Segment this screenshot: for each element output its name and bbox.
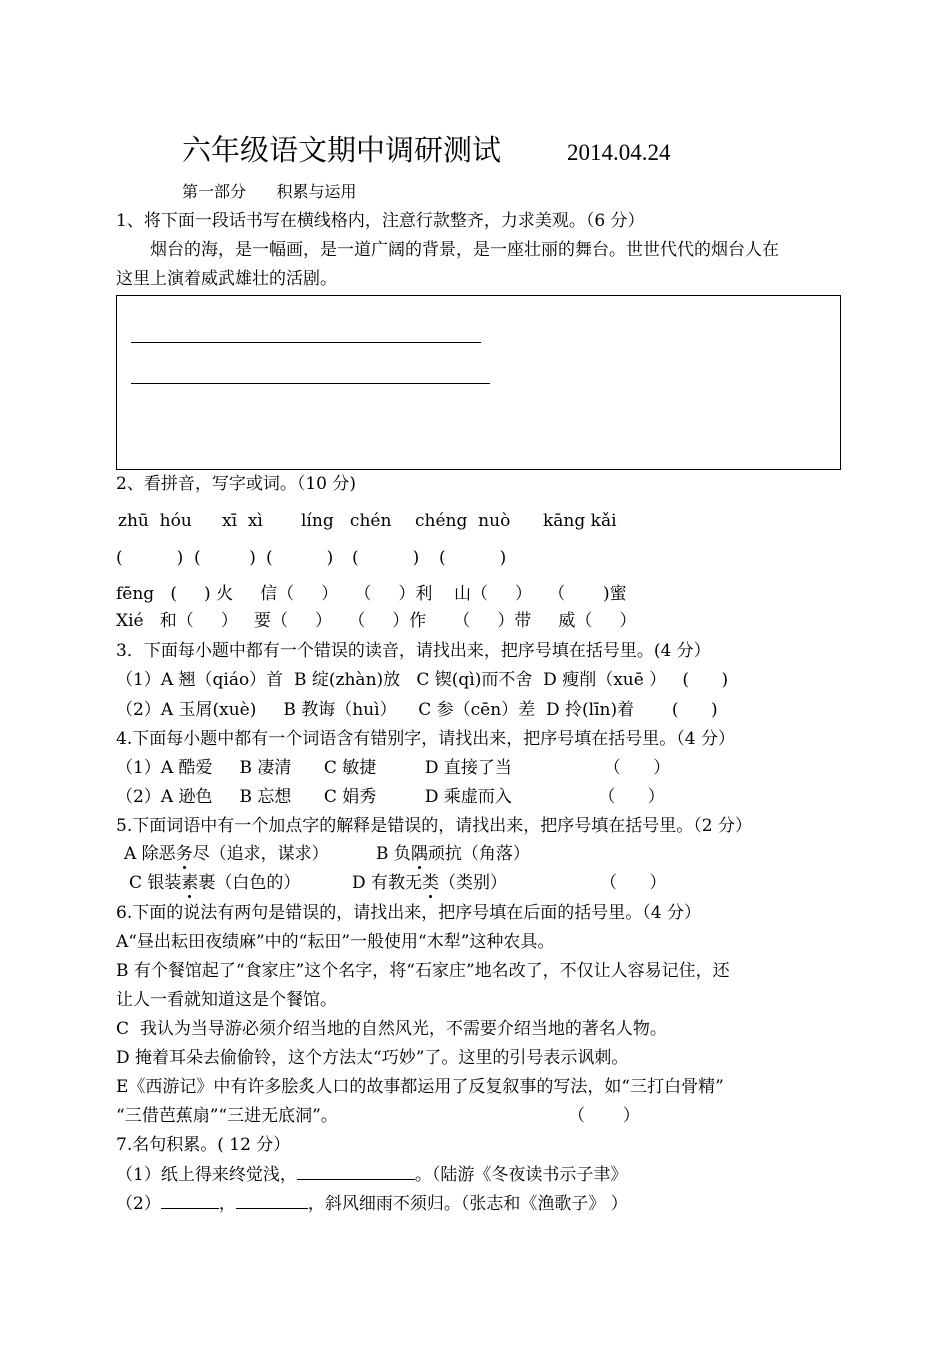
pinyin-3: líng chén [301, 511, 392, 531]
q6-option-c: C 我认为当导游必须介绍当地的自然风光，不需要介绍当地的著名人物。 [116, 1019, 667, 1039]
q7-stem: 7.名句积累。( 12 分） [116, 1135, 291, 1155]
pinyin-5: kāng kǎi [543, 511, 617, 531]
q5-option-a [124, 843, 329, 865]
q5-option-c [129, 872, 300, 894]
answer-bracket-3[interactable]: ( ) [266, 548, 334, 568]
q5-c-post: 裹（白色的） [198, 873, 301, 893]
q3-item-2: （2）A 玉屑(xuè) B 教诲（huì） C 参（cēn）差 D 拎(līn)着 ( ) [116, 700, 718, 720]
answer-bracket-4[interactable]: ( ) [352, 548, 420, 568]
q6-stem: 6.下面的说法有两句是错误的，请找出来，把序号填在后面的括号里。（4 分） [116, 903, 701, 923]
q7-item-1-post: 。（陆游《冬夜读书示子聿》 [414, 1165, 628, 1185]
q1-passage-line-2: 这里上演着威武雄壮的活剧。 [116, 269, 337, 289]
pinyin-2: xī xì [222, 511, 263, 531]
dotted-char-a: 务 [175, 844, 193, 864]
q7-item-1-pre: （1）纸上得来终觉浅， [116, 1165, 297, 1185]
q5-a-post: 尽（追求，谋求） [192, 844, 329, 864]
q6-option-b-line-2: 让人一看就知道这是个餐馆。 [116, 990, 337, 1010]
q5-answer-bracket[interactable]: （ ） [600, 873, 667, 893]
q6-answer-bracket[interactable]: （ ） [568, 1106, 640, 1126]
q5-option-d [352, 872, 507, 894]
q5-b-post: 顽抗（角落） [427, 844, 530, 864]
q2-stem: 2、看拼音，写字或词。（10 分) [116, 474, 356, 494]
q3-item-1: （1）A 翘（qiáo）首 B 绽(zhàn)放 C 锲(qì)而不舍 D 瘦削（xuē ） ( ) [116, 670, 729, 690]
section-heading: 第一部分 积累与运用 [182, 182, 357, 201]
q6-option-d: D 掩着耳朵去偷偷铃，这个方法太“巧妙”了。这里的引号表示讽刺。 [116, 1048, 629, 1068]
pinyin-4: chéng nuò [415, 511, 511, 531]
pinyin-1: zhū hóu [118, 511, 192, 531]
q1-stem: 1、将下面一段话书写在横线格内，注意行款整齐，力求美观。（6 分） [116, 211, 645, 231]
answer-bracket-2[interactable]: ( ) [194, 548, 256, 568]
q7-item-2-post: ，斜风细雨不须归。（张志和《渔歌子》 ） [307, 1194, 628, 1214]
q7-item-2 [116, 1192, 628, 1215]
q5-c-pre: C 银装 [129, 873, 182, 893]
writing-line-1[interactable] [131, 342, 481, 343]
q4-stem: 4.下面每小题中都有一个词语含有错别字，请找出来，把序号填在括号里。（4 分） [116, 729, 735, 749]
fill-blank-2[interactable] [161, 1192, 219, 1209]
q6-option-e-line-1: E《西游记》中有许多脍炙人口的故事都运用了反复叙事的写法，如“三打白骨精” [116, 1077, 724, 1097]
q1-passage-line-1: 烟台的海，是一幅画，是一道广阔的背景，是一座壮丽的舞台。世世代代的烟台人在 [150, 240, 779, 260]
q5-option-b [376, 843, 530, 865]
q6-option-b-line-1: B 有个餐馆起了“食家庄”这个名字，将“石家庄”地名改了，不仅让人容易记住，还 [116, 961, 730, 981]
dotted-char-d: 类 [422, 873, 440, 893]
q4-item-2: （2）A 逊色 B 忘想 C 娟秀 D 乘虚而入 （ ） [116, 787, 665, 807]
fill-blank-1[interactable] [297, 1163, 415, 1180]
page-title: 六年级语文期中调研测试 [182, 133, 502, 167]
q5-b-pre: B 负 [376, 844, 411, 864]
q6-option-a: A“昼出耘田夜绩麻”中的“耘田”一般使用“木犁”这种农具。 [116, 932, 555, 952]
answer-bracket-1[interactable]: ( ) [116, 548, 184, 568]
test-date: 2014.04.24 [567, 140, 671, 165]
q3-stem: 3．下面每小题中都有一个错误的读音，请找出来，把序号填在括号里。(4 分） [116, 641, 711, 661]
q5-d-post: （类别） [439, 873, 508, 893]
q2-feng-line: fēng ( ) 火 信（ ） （ ）利 山（ ） （ )蜜 [116, 584, 627, 604]
fill-blank-3[interactable] [236, 1192, 308, 1209]
q7-item-2-pre: （2） [116, 1194, 161, 1214]
q2-xie-line: Xié 和（ ） 要（ ） （ ）作 （ ）带 威（ ） [116, 611, 637, 631]
writing-box[interactable] [116, 295, 841, 470]
q4-item-1: （1）A 酷爱 B 凄清 C 敏捷 D 直接了当 （ ） [116, 758, 671, 778]
q5-d-pre: D 有教无 [352, 873, 423, 893]
q5-a-pre: A 除恶 [124, 844, 176, 864]
dotted-char-c: 素 [181, 873, 199, 893]
answer-bracket-5[interactable]: ( ) [439, 548, 507, 568]
q7-item-1 [116, 1163, 627, 1186]
q7-item-2-mid: ， [218, 1194, 236, 1214]
writing-line-2[interactable] [131, 383, 490, 384]
q6-option-e-line-2: “三借芭蕉扇”“三进无底洞”。 [116, 1106, 338, 1126]
q5-stem: 5.下面词语中有一个加点字的解释是错误的，请找出来，把序号填在括号里。（2 分） [116, 816, 752, 836]
dotted-char-b: 隅 [410, 844, 428, 864]
